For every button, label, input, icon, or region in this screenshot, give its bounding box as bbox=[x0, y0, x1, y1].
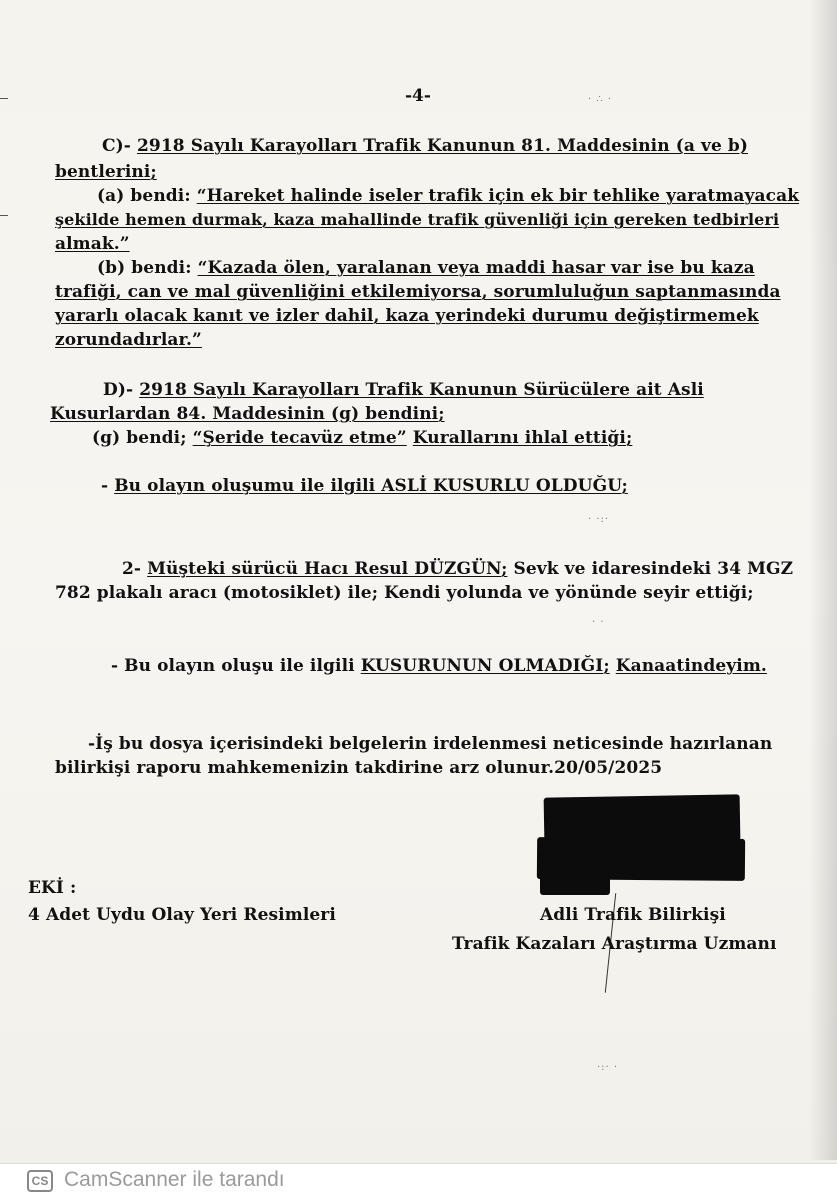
section-c-b-line-4 bbox=[55, 330, 202, 350]
section-c-a-line-1 bbox=[97, 186, 799, 206]
section-c-a-text-2: şekilde hemen durmak, kaza mahallinde trafik güvenliği için gereken tedbirleri bbox=[55, 210, 780, 229]
section-c-b-text-2: trafiği, can ve mal güvenliğini etkilemiyorsa, sorumluluğun saptanmasında bbox=[55, 282, 781, 302]
item-2-name: Müşteki sürücü Hacı Resul DÜZGÜN; bbox=[147, 559, 508, 579]
section-c-prefix: C)- bbox=[102, 136, 131, 156]
page-edge-shadow bbox=[809, 0, 837, 1160]
item-2-line-1 bbox=[122, 559, 793, 579]
redacted-signature-block bbox=[540, 873, 610, 895]
section-d-g-quote: “Şeride tecavüz etme” bbox=[192, 428, 407, 448]
section-c-b-line-2 bbox=[55, 282, 781, 302]
attachments-label: EKİ : bbox=[28, 878, 77, 898]
attachments-item-line bbox=[28, 905, 336, 925]
signature-title-1-line bbox=[540, 905, 726, 925]
section-c-b-line-3 bbox=[55, 306, 759, 326]
signature-title-1: Adli Trafik Bilirkişi bbox=[540, 905, 726, 925]
attachments-label-line bbox=[28, 878, 76, 898]
signature-title-2-line bbox=[452, 934, 777, 954]
scanner-watermark-text: CamScanner ile tarandı bbox=[64, 1168, 285, 1191]
verdict-1-text: Bu olayın oluşumu ile ilgili ASLİ KUSURLU OLDUĞU; bbox=[114, 476, 628, 496]
verdict-2-line bbox=[111, 656, 767, 676]
verdict-2-emphasis: KUSURUNUN OLMADIĞI; bbox=[360, 656, 610, 676]
section-c-b-text-1: “Kazada ölen, yaralanan veya maddi hasar var ise bu kaza bbox=[197, 258, 755, 278]
section-c-title-line-2 bbox=[55, 162, 157, 182]
scan-speck: · · bbox=[592, 617, 605, 628]
redacted-signature-block bbox=[544, 794, 741, 843]
section-c-a-text-1: “Hareket halinde iseler trafik için ek bir tehlike yaratmayacak bbox=[196, 186, 800, 206]
section-d-g-label: (g) bendi; bbox=[92, 428, 187, 448]
section-d-g-rest: Kurallarını ihlal ettiği; bbox=[412, 428, 633, 448]
section-d-prefix: D)- bbox=[103, 380, 134, 400]
item-2-number: 2- bbox=[122, 559, 142, 579]
section-c-title-line-1 bbox=[102, 136, 748, 156]
camscanner-logo-icon: CS bbox=[27, 1170, 53, 1192]
closing-text-2: bilirkişi raporu mahkemenizin takdirine arz olunur. bbox=[55, 758, 555, 778]
verdict-2-prefix: - Bu olayın oluşu ile ilgili bbox=[111, 656, 355, 676]
closing-date: 20/05/2025 bbox=[554, 758, 663, 778]
section-c-a-line-2 bbox=[55, 210, 779, 230]
closing-line-1 bbox=[88, 734, 772, 754]
page-number: -4- bbox=[405, 86, 431, 106]
scan-speck: · ·:· bbox=[588, 514, 610, 525]
section-c-b-label: (b) bendi: bbox=[97, 258, 192, 278]
section-d-title-line-1 bbox=[103, 380, 704, 400]
section-c-a-line-3 bbox=[55, 234, 130, 254]
scan-speck: · ∴ · bbox=[588, 94, 613, 105]
signature-title-2: Trafik Kazaları Araştırma Uzmanı bbox=[452, 934, 777, 954]
section-d-title-1: 2918 Sayılı Karayolları Trafik Kanunun Sürücülere ait Asli bbox=[139, 380, 704, 400]
section-c-b-text-3: yararlı olacak kanıt ve izler dahil, kaza yerindeki durumu değiştirmemek bbox=[55, 306, 759, 326]
verdict-2-suffix: Kanaatindeyim. bbox=[615, 656, 767, 676]
section-c-a-label: (a) bendi: bbox=[97, 186, 191, 206]
item-2-text-1: Sevk ve idaresindeki 34 MGZ bbox=[513, 559, 794, 579]
edge-mark bbox=[0, 98, 8, 99]
edge-mark bbox=[0, 215, 8, 216]
section-d-title-line-2 bbox=[50, 404, 445, 424]
section-c-a-text-3: almak.” bbox=[55, 234, 130, 254]
scan-speck: ·:· · bbox=[597, 1062, 619, 1073]
scanner-footer bbox=[0, 1163, 837, 1200]
section-c-title-2: bentlerini; bbox=[55, 162, 157, 182]
section-c-title-1: 2918 Sayılı Karayolları Trafik Kanunun 81. Maddesinin (a ve b) bbox=[136, 136, 749, 156]
item-2-line-2 bbox=[55, 583, 754, 603]
section-c-b-text-4: zorundadırlar.” bbox=[55, 330, 202, 350]
section-d-title-2: Kusurlardan 84. Maddesinin (g) bendini; bbox=[50, 404, 445, 424]
section-c-b-line-1 bbox=[97, 258, 755, 278]
closing-line-2 bbox=[55, 758, 662, 778]
item-2-text-2: 782 plakalı aracı (motosiklet) ile; Kendi yolunda ve yönünde seyir ettiği; bbox=[55, 583, 754, 603]
verdict-1-dash: - bbox=[101, 476, 115, 496]
section-d-g-line bbox=[92, 428, 632, 448]
closing-text-1: -İş bu dosya içerisindeki belgelerin irdelenmesi neticesinde hazırlanan bbox=[88, 734, 773, 754]
verdict-1-line bbox=[101, 476, 628, 496]
attachments-item: 4 Adet Uydu Olay Yeri Resimleri bbox=[28, 905, 336, 925]
